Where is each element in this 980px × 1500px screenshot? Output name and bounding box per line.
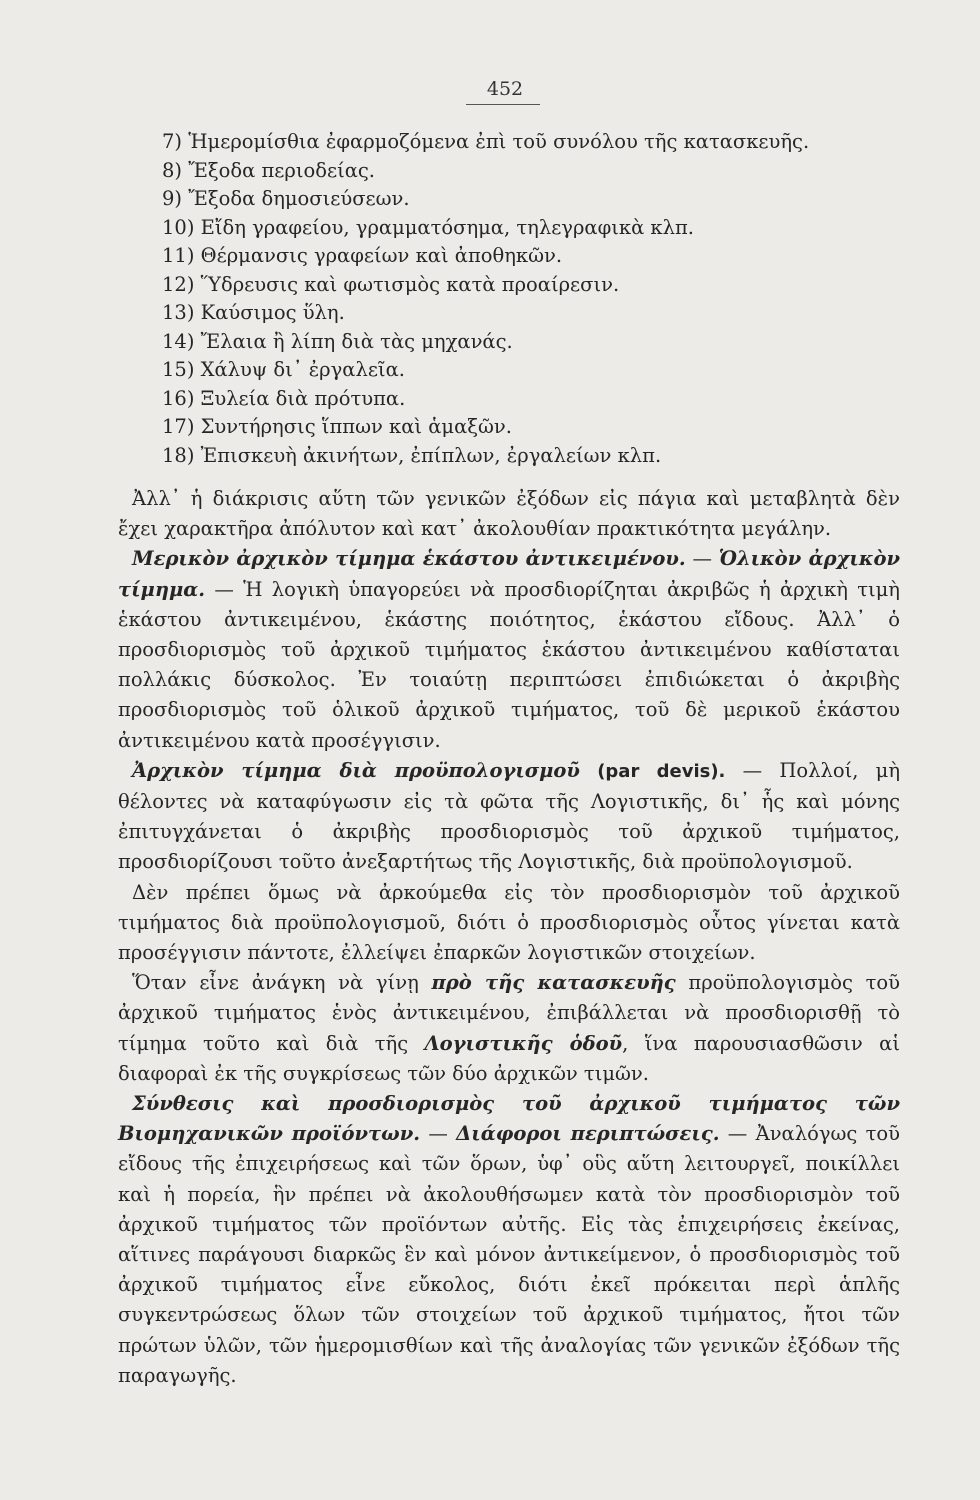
- paragraph: Ἀλλ᾽ ἡ διάκρισις αὕτη τῶν γενικῶν ἐξόδων εἰς πάγια καὶ μεταβλητὰ δὲν ἔχει χαρακτῆρα ἀπόλυτον καὶ κατ᾽ ἀκολουθίαν πρακτικότητα μεγάλην.: [118, 487, 900, 541]
- list-item: 17) Συντήρησις ἵππων καὶ ἁμαξῶν.: [162, 415, 512, 438]
- emphasis-text: πρὸ τῆς κατασκευῆς: [431, 971, 676, 995]
- paragraph-text: — Ἀναλόγως τοῦ εἴδους τῆς ἐπιχειρήσεως καὶ τῶν ὅρων, ὑφ᾽ οὓς αὕτη λειτουργεῖ, ποικίλλει καὶ ἡ πορεία, ἣν πρέπει νὰ ἀκολουθήσωμεν κατὰ τὸν προσδιορισμὸν τοῦ ἀρχικοῦ τιμήματος τῶν προϊόντων αὐτῆς. Εἰς τὰς ἐπιχειρήσεις ἐκείνας, αἵτινες παράγουσι διαρκῶς ἓν καὶ μόνον ἀντικείμενον, ὁ προσδιορισμὸς τοῦ ἀρχικοῦ τιμήματος εἶνε εὔκολος, διότι ἐκεῖ πρόκειται περὶ ἁπλῆς συγκεντρώσεως ὅλων τῶν στοιχείων τοῦ ἀρχικοῦ τιμήματος, ἤτοι τῶν πρώτων ὑλῶν, τῶν ἡμερομισθίων καὶ τῆς ἀναλογίας τῶν γενικῶν ἐξόδων τῆς παραγωγῆς.: [118, 1122, 900, 1387]
- list-item: 7) Ἡμερομίσθια ἐφαρμοζόμενα ἐπὶ τοῦ συνόλου τῆς κατασκευῆς.: [162, 130, 810, 153]
- paragraph: [118, 544, 900, 755]
- list-item: 13) Καύσιμος ὕλη.: [162, 301, 345, 324]
- list-item: 12) Ὕδρευσις καὶ φωτισμὸς κατὰ προαίρεσιν.: [162, 272, 620, 296]
- list-item: 11) Θέρμανσις γραφείων καὶ ἀποθηκῶν.: [162, 244, 563, 267]
- list-item: 14) Ἔλαια ἢ λίπη διὰ τὰς μηχανάς.: [162, 329, 513, 353]
- paragraph: [118, 1089, 900, 1391]
- body-text: [118, 484, 900, 1391]
- paragraph-text: — Ἡ λογικὴ ὑπαγορεύει νὰ προσδιορίζηται ἀκριβῶς ἡ ἀρχικὴ τιμὴ ἑκάστου ἀντικειμένου, ἑκάστης ποιότητος, ἑκάστου εἴδους. Ἀλλ᾽ ὁ προσδιορισμὸς τοῦ ἀρχικοῦ τιμήματος ἑκάστου ἀντικειμένου καθίσταται πολλάκις δύσκολος. Ἐν τοιαύτῃ περιπτώσει ἐπιδιώκεται ὁ ἀκριβὴς προσδιορισμὸς τοῦ ὁλικοῦ ἀρχικοῦ τιμήματος, τοῦ δὲ μερικοῦ ἑκάστου ἀντικειμένου κατὰ προσέγγισιν.: [118, 577, 900, 752]
- list-item: 18) Ἐπισκευὴ ἀκινήτων, ἐπίπλων, ἐργαλείων κλπ.: [162, 443, 662, 467]
- paragraph-text: Ὅταν εἶνε ἀνάγκη νὰ γίνῃ: [132, 971, 432, 995]
- expense-list: [162, 128, 882, 470]
- list-item: 9) Ἔξοδα δημοσιεύσεων.: [162, 187, 410, 210]
- section-heading: Μερικὸν ἀρχικὸν τίμημα ἑκάστου ἀντικειμένου.: [132, 547, 686, 571]
- list-item: 8) Ἔξοδα περιοδείας.: [162, 158, 376, 182]
- list-item: 16) Ξυλεία διὰ πρότυπα.: [162, 386, 406, 410]
- section-heading: Ἀρχικὸν τίμημα διὰ προϋπολογισμοῦ: [132, 758, 580, 782]
- list-item: 10) Εἴδη γραφείου, γραμματόσημα, τηλεγραφικὰ κλπ.: [162, 215, 694, 239]
- page-number: 452: [486, 78, 524, 100]
- paragraph: [118, 968, 900, 1089]
- paragraph-text: προϋπολογισμὸς τοῦ ἀρχικοῦ τιμήματος ἑνὸς ἀντικειμένου, ἐπιβάλλεται νὰ προσδιορισθῇ τὸ τίμημα τοῦτο καὶ διὰ τῆς: [118, 971, 900, 1055]
- paragraph-text: — Πολλοί, μὴ θέλοντες νὰ καταφύγωσιν εἰς τὰ φῶτα τῆς Λογιστικῆς, δι᾽ ἧς καὶ μόνης ἐπιτυγχάνεται ὁ ἀκριβὴς προσδιορισμὸς τοῦ ἀρχικοῦ τιμήματος, προσδιορίζουσι τοῦτο ἀνεξαρτήτως τῆς Λογιστικῆς, διὰ προϋπολογισμοῦ.: [118, 758, 901, 874]
- latin-term: (par devis).: [597, 760, 726, 782]
- paragraph: Δὲν πρέπει ὅμως νὰ ἀρκούμεθα εἰς τὸν προσδιορισμὸν τοῦ ἀρχικοῦ τιμήματος διὰ προϋπολογισμοῦ, διότι ὁ προσδιορισμὸς οὗτος γίνεται κατὰ προσέγγισιν πάντοτε, ἐλλείψει ἐπαρκῶν λογιστικῶν στοιχείων.: [118, 880, 900, 965]
- emphasis-text: Λογιστικῆς ὁδοῦ: [424, 1031, 623, 1055]
- page-number-rule: [466, 104, 540, 105]
- list-item: 15) Χάλυψ δι᾽ ἐργαλεῖα.: [162, 358, 405, 381]
- heading-separator: —: [420, 1122, 457, 1146]
- section-heading: Ὁλικὸν ἀρχικὸν τίμημα.: [118, 547, 900, 601]
- paragraph: [118, 756, 900, 878]
- section-heading: Σύνθεσις καὶ προσδιορισμὸς τοῦ ἀρχικοῦ τιμήματος τῶν Βιομηχανικῶν προϊόντων.: [118, 1092, 900, 1146]
- heading-separator: —: [685, 547, 719, 571]
- paragraph-text: , ἵνα παρουσιασθῶσιν αἱ διαφοραὶ ἐκ τῆς συγκρίσεως τῶν δύο ἀρχικῶν τιμῶν.: [118, 1031, 900, 1085]
- section-heading: Διάφοροι περιπτώσεις.: [456, 1122, 720, 1146]
